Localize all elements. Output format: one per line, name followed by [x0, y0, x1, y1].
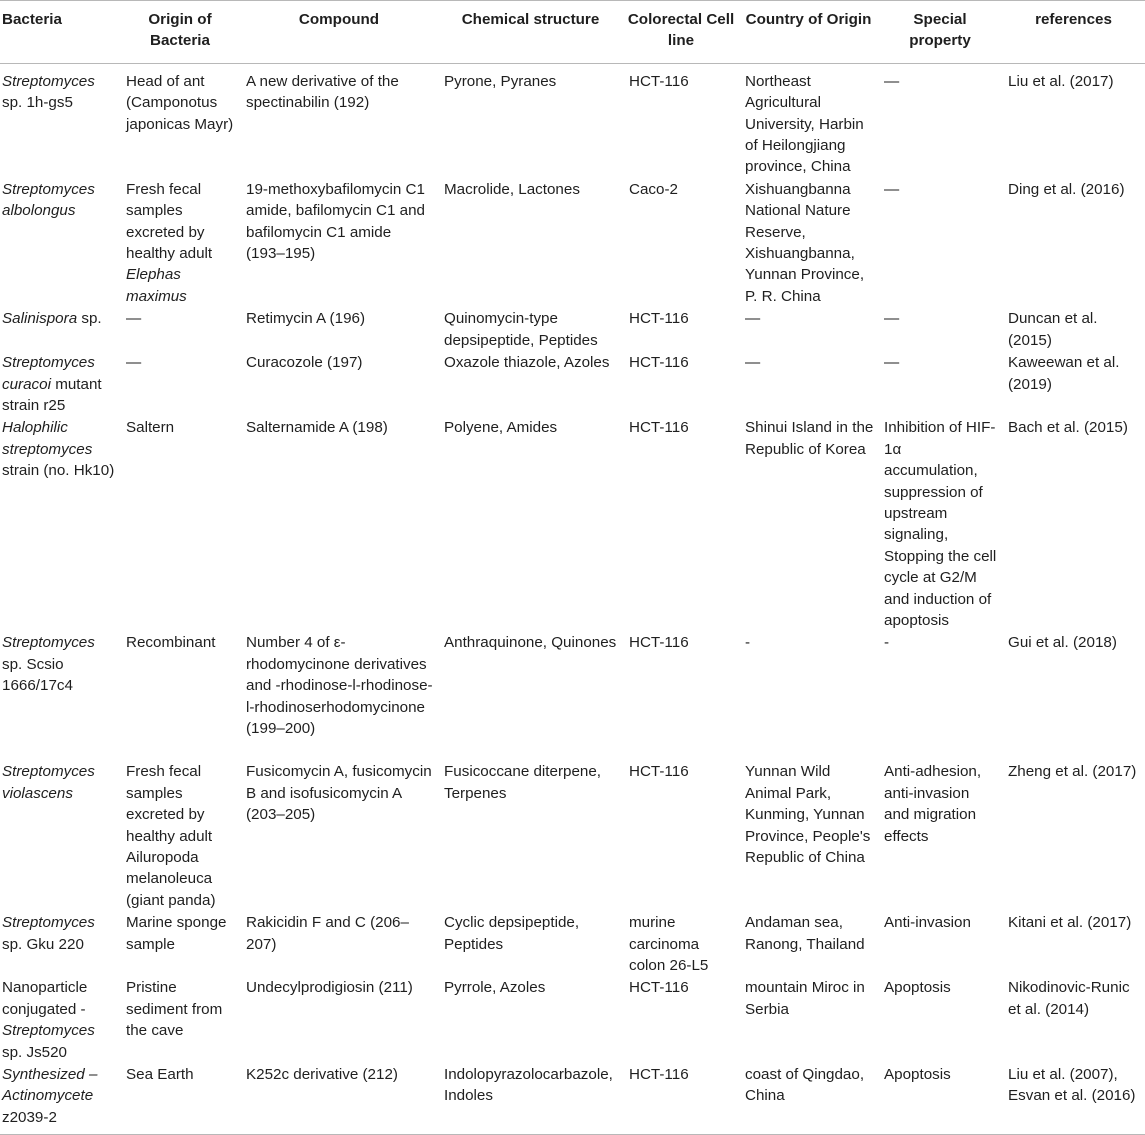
bacteria-cell: Synthesized –Actinomycete z2039-2 — [0, 1063, 120, 1135]
table-row — [0, 178, 1145, 307]
header-row — [0, 1, 1145, 64]
property-cell: — — [884, 310, 900, 328]
header-country: Country of Origin — [739, 1, 878, 64]
structure-cell: Polyene, Amides — [444, 419, 558, 437]
country-cell: Yunnan Wild Animal Park, Kunming, Yunnan Province, People's Republic of China — [745, 763, 871, 866]
cell-line-cell: HCT-116 — [629, 419, 689, 437]
compound-cell: Fusicomycin A, fusicomycin B and isofusicomycin A (203–205) — [246, 763, 432, 824]
header-references: references — [1002, 1, 1145, 64]
reference-cell: Liu et al. (2007), Esvan et al. (2016) — [1002, 1063, 1145, 1135]
header-compound: Compound — [240, 1, 438, 64]
origin-cell: Recombinant — [126, 634, 216, 652]
origin-cell: Fresh fecal samples excreted by healthy adult Elephas maximus — [126, 180, 213, 305]
table-row — [0, 631, 1145, 760]
compound-cell: Curacozole (197) — [246, 354, 363, 372]
country-cell: mountain Miroc in Serbia — [745, 979, 865, 1018]
reference-cell: Bach et al. (2015) — [1008, 419, 1128, 437]
structure-cell: Cyclic depsipeptide, Peptides — [444, 914, 580, 953]
compound-cell: Salternamide A (198) — [246, 419, 388, 437]
country-cell: coast of Qingdao, China — [739, 1063, 878, 1135]
property-cell: — — [884, 180, 900, 198]
compound-cell: 19-methoxybafilomycin C1 amide, bafilomycin C1 and bafilomycin C1 amide (193–195) — [246, 180, 425, 263]
country-cell: Andaman sea, Ranong, Thailand — [745, 914, 865, 953]
reference-cell: Ding et al. (2016) — [1008, 180, 1125, 198]
structure-cell: Pyrrole, Azoles — [444, 979, 546, 997]
country-cell: Shinui Island in the Republic of Korea — [745, 419, 874, 458]
country-cell: Xishuangbanna National Nature Reserve, Xishuangbanna, Yunnan Province, P. R. China — [745, 180, 865, 305]
origin-cell: Sea Earth — [120, 1063, 240, 1135]
compound-cell: Rakicidin F and C (206–207) — [246, 914, 409, 953]
property-cell: Anti-adhesion, anti-invasion and migration effects — [884, 763, 982, 845]
structure-cell: Pyrone, Pyranes — [444, 72, 557, 90]
structure-cell: Fusicoccane diterpene, Terpenes — [444, 763, 602, 802]
country-cell: Northeast Agricultural University, Harbin of Heilongjiang province, China — [745, 72, 864, 176]
compound-cell: Number 4 of ε-rhodomycinone derivatives and -rhodinose-l-rhodinose-l-rhodinoserhodomycinone (199–200) — [246, 634, 433, 737]
property-cell: Apoptosis — [884, 979, 951, 997]
cell-line-cell: HCT-116 — [629, 763, 689, 781]
table-row — [0, 911, 1145, 976]
header-origin: Origin of Bacteria — [120, 1, 240, 64]
reference-cell: Liu et al. (2017) — [1008, 72, 1114, 90]
cell-line-cell: HCT-116 — [629, 72, 689, 90]
bacteria-cell: Streptomyces sp. Gku 220 — [2, 914, 95, 953]
bacteria-cell: Streptomyces curacoi mutant strain r25 — [2, 354, 102, 414]
reference-cell: Gui et al. (2018) — [1008, 634, 1117, 652]
reference-cell: Kitani et al. (2017) — [1008, 914, 1132, 932]
property-cell: Anti-invasion — [884, 914, 971, 932]
reference-cell: Duncan et al. (2015) — [1008, 310, 1098, 349]
structure-cell: Indolopyrazolocarbazole, Indoles — [438, 1063, 623, 1135]
table-row — [0, 1063, 1145, 1135]
cell-line-cell: HCT-116 — [629, 310, 689, 328]
reference-cell: Kaweewan et al. (2019) — [1008, 354, 1120, 393]
table-row — [0, 351, 1145, 416]
property-cell: Apoptosis — [878, 1063, 1002, 1135]
table-row — [0, 760, 1145, 911]
cell-line-cell: Caco-2 — [629, 180, 678, 198]
country-cell: — — [745, 310, 761, 328]
compound-cell: Retimycin A (196) — [246, 310, 366, 328]
bacteria-cell: Salinispora sp. — [2, 310, 102, 328]
structure-cell: Macrolide, Lactones — [444, 180, 580, 198]
bacteria-cell: Streptomyces sp. Scsio 1666/17c4 — [2, 634, 95, 695]
structure-cell: Oxazole thiazole, Azoles — [444, 354, 610, 372]
property-cell: — — [884, 354, 900, 372]
cell-line-cell: HCT-116 — [623, 1063, 739, 1135]
table-row — [0, 307, 1145, 351]
compound-cell: Undecylprodigiosin (211) — [246, 979, 413, 997]
table-row — [0, 976, 1145, 1063]
bacteria-cell: Streptomyces violascens — [2, 763, 95, 802]
country-cell: - — [745, 634, 751, 652]
table-row — [0, 416, 1145, 631]
reference-cell: Zheng et al. (2017) — [1008, 763, 1137, 781]
bacteria-cell: Streptomyces sp. 1h-gs5 — [2, 72, 95, 112]
country-cell: — — [745, 354, 761, 372]
table-row — [0, 63, 1145, 178]
compound-cell: A new derivative of the spectinabilin (192) — [246, 72, 399, 112]
bacteria-cell: Halophilic streptomyces strain (no. Hk10) — [2, 419, 115, 480]
structure-cell: Quinomycin-type depsipeptide, Peptides — [444, 310, 598, 349]
reference-cell: Nikodinovic-Runic et al. (2014) — [1008, 979, 1130, 1018]
structure-cell: Anthraquinone, Quinones — [444, 634, 617, 652]
property-cell: — — [884, 72, 900, 90]
origin-cell: Pristine sediment from the cave — [126, 979, 223, 1040]
header-property: Special property — [878, 1, 1002, 64]
origin-cell: — — [126, 310, 142, 328]
header-cell-line: Colorectal Cell line — [623, 1, 739, 64]
header-bacteria: Bacteria — [0, 1, 120, 64]
table-header — [0, 1, 1145, 64]
cell-line-cell: HCT-116 — [629, 354, 689, 372]
bacteria-cell: Nanoparticle conjugated -Streptomyces sp. Js520 — [2, 979, 95, 1061]
bacteria-cell: Streptomyces albolongus — [2, 180, 95, 220]
origin-cell: Fresh fecal samples excreted by healthy adult Ailuropoda melanoleuca (giant panda) — [126, 763, 216, 909]
origin-cell: Marine sponge sample — [126, 914, 227, 953]
table-body — [0, 63, 1145, 1134]
origin-cell: Saltern — [126, 419, 175, 437]
cell-line-cell: HCT-116 — [629, 979, 689, 997]
cell-line-cell: murine carcinoma colon 26-L5 — [629, 914, 709, 975]
cell-line-cell: HCT-116 — [629, 634, 689, 652]
header-structure: Chemical structure — [438, 1, 623, 64]
origin-cell: Head of ant (Camponotus japonicas Mayr) — [126, 72, 234, 133]
compound-cell: K252c derivative (212) — [240, 1063, 438, 1135]
property-cell: - — [884, 634, 890, 652]
property-cell: Inhibition of HIF-1α accumulation, suppression of upstream signaling, Stopping the cell cycle at G2/M and induction of apoptosis — [884, 419, 997, 629]
origin-cell: — — [126, 354, 142, 372]
